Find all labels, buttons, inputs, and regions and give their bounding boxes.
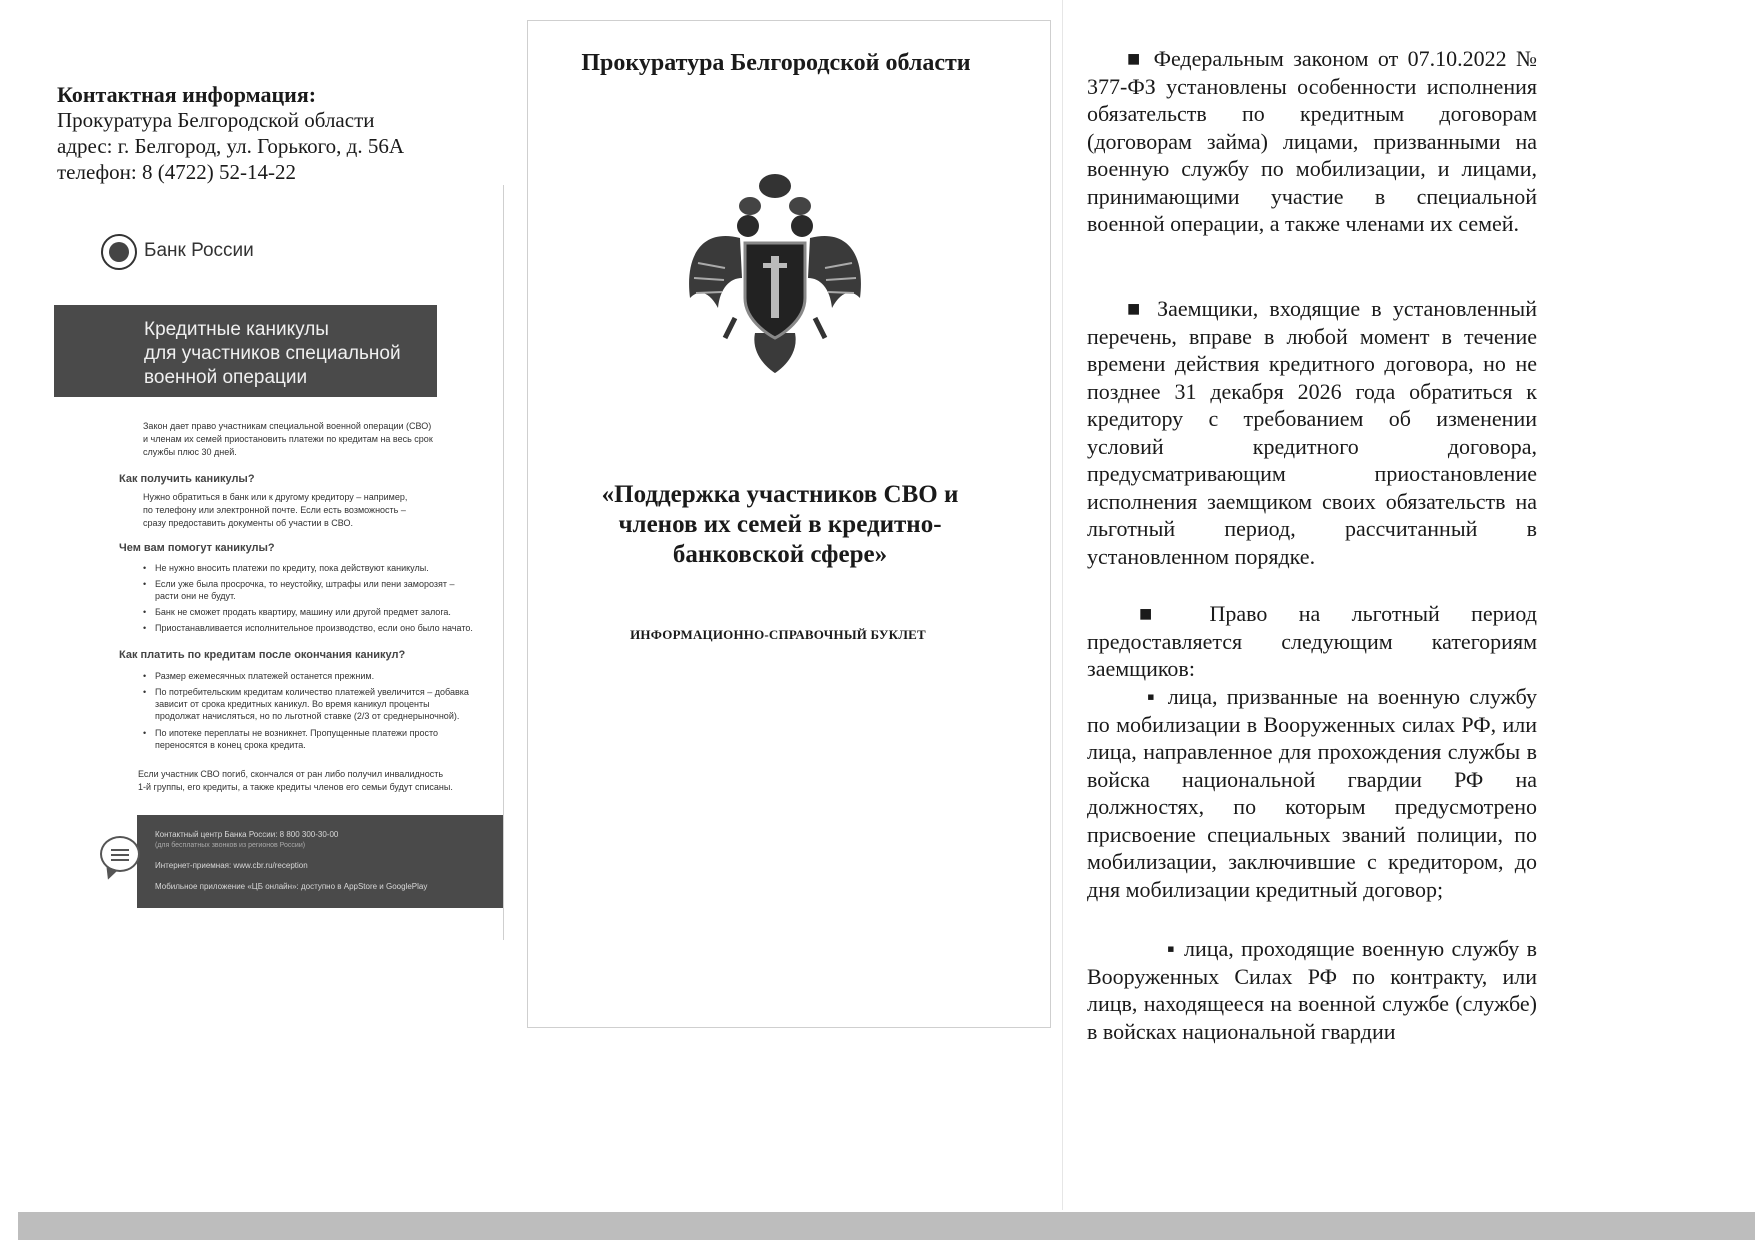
bank-header-line: для участников специальной <box>144 343 401 364</box>
paragraph-category-contract: ▪ лица, проходящие военную службу в Вооруженных Силах РФ по контракту, или лицв, находящееся на военной службе (службе) в войсках национальной гвардии <box>1087 936 1537 1044</box>
booklet-title-line: членов их семей в кредитно- <box>618 511 942 538</box>
footer-phone-note: (для бесплатных звонков из регионов России) <box>155 842 306 849</box>
answer-line: сразу предоставить документы об участии в СВО. <box>143 518 353 528</box>
closing-line: Если участник СВО погиб, скончался от ран либо получил инвалидность <box>138 769 444 779</box>
page-title: Прокуратура Белгородской области <box>581 50 971 76</box>
booklet-title-line: банковской сфере» <box>672 541 888 568</box>
mid-panel-bottom-border <box>527 1027 1051 1028</box>
bank-emblem-icon <box>101 234 137 270</box>
bank-closing <box>138 768 453 794</box>
intro-line: и членам их семей приостановить платежи по кредитам на весь срок <box>143 434 433 444</box>
contact-org: Прокуратура Белгородской области <box>57 108 375 132</box>
prosecutor-emblem-icon <box>680 168 870 378</box>
booklet-title <box>560 480 1000 570</box>
booklet-subtitle: ИНФОРМАЦИОННО-СПРАВОЧНЫЙ БУКЛЕТ <box>630 627 926 642</box>
paragraph-borrowers: ■ Заемщики, входящие в установленный перечень, вправе в любой момент в течение времени действия кредитного договора, но не позднее 31 декабря 2026 года обратиться к кредитору с требованием об изменении условий кредитного договора, предусматривающим приостановление исполнения заемщиком своих обязательств на льготный период, рассчитанный в установленном порядке. <box>1087 296 1537 569</box>
question-how-to-get: Как получить каникулы? <box>119 473 255 485</box>
question-how-pay: Как платить по кредитам после окончания каникул? <box>119 649 406 661</box>
list-item: • Размер ежемесячных платежей останется прежним. <box>155 670 374 682</box>
contact-address: адрес: г. Белгород, ул. Горького, д. 56А <box>57 134 405 158</box>
list-item: • Банк не сможет продать квартиру, машину или другой предмет залога. <box>155 606 451 618</box>
contact-phone: телефон: 8 (4722) 52-14-22 <box>57 160 296 184</box>
paragraph-category-mobilized: ▪ лица, призванные на военную службу по мобилизации в Вооруженных силах РФ, или лица, направленное для прохождения службы в войска национальной гвардии РФ на должностях, по которым предусмотрено присвоение специальных званий полиции, по мобилизации, заключившие с кредитором, до дня мобилизации кредитный договор; <box>1087 684 1537 902</box>
booklet-title-line: «Поддержка участников СВО и <box>601 481 959 508</box>
paragraph-federal-law: ■ Федеральным законом от 07.10.2022 № 377-ФЗ установлены особенности исполнения обязательств по кредитным договорам (договорам займа) лицами, призванными на военную службу по мобилизации, и лицами, принимающими участие в специальной военной операции, а также членами их семей. <box>1087 46 1537 236</box>
bank-name: Банк России <box>144 240 254 261</box>
list-item: • Приостанавливается исполнительное производство, если оно было начато. <box>155 622 473 634</box>
list-item: • По потребительским кредитам количество платежей увеличится – добавка зависит от срока кредитных каникул. Во время каникул проценты продолжат начисляться, но по льготной ставке (2/3 от среднерыночной). <box>155 686 469 722</box>
footer-phone: Контактный центр Банка России: 8 800 300-30-00 <box>155 830 339 839</box>
list-item: • Не нужно вносить платежи по кредиту, пока действуют каникулы. <box>155 562 429 574</box>
fold-line-left <box>503 185 504 940</box>
answer-line: по телефону или электронной почте. Если есть возможность – <box>143 505 406 515</box>
fold-line-right <box>1062 0 1063 1210</box>
fold-line-mid-right <box>1050 20 1051 1028</box>
contact-title: Контактная информация: <box>57 82 317 107</box>
bank-header-banner <box>54 305 437 397</box>
list-item: • По ипотеке переплаты не возникнет. Пропущенные платежи просто переносятся в конец срока кредита. <box>155 727 438 751</box>
bank-intro <box>143 420 433 459</box>
intro-line: Закон дает право участникам специальной военной операции (СВО) <box>143 421 432 431</box>
mid-panel-top-border <box>527 20 1051 21</box>
question-how-help: Чем вам помогут каникулы? <box>119 542 275 554</box>
answer-how-to-get <box>143 491 407 530</box>
footer-app: Мобильное приложение «ЦБ онлайн»: доступно в AppStore и GooglePlay <box>155 882 428 891</box>
answer-line: Нужно обратиться в банк или к другому кредитору – например, <box>143 492 408 502</box>
fold-line-mid-left <box>527 20 528 1028</box>
bank-contact-footer <box>137 815 503 908</box>
closing-line: 1-й группы, его кредиты, а также кредиты членов его семьи будут списаны. <box>138 782 453 792</box>
paragraph-right-to-grace: ■ Право на льготный период предоставляется следующим категориям заемщиков: <box>1087 601 1537 681</box>
chat-icon-tail <box>102 866 117 881</box>
intro-line: службы плюс 30 дней. <box>143 447 237 457</box>
scan-bottom-edge <box>18 1212 1755 1240</box>
bank-header-title <box>144 318 401 390</box>
footer-reception-link: Интернет-приемная: www.cbr.ru/reception <box>155 861 308 870</box>
bank-header-line: военной операции <box>144 367 308 388</box>
list-item: • Если уже была просрочка, то неустойку, штрафы или пени заморозят – расти они не будут. <box>155 578 454 602</box>
bank-header-line: Кредитные каникулы <box>144 319 329 340</box>
